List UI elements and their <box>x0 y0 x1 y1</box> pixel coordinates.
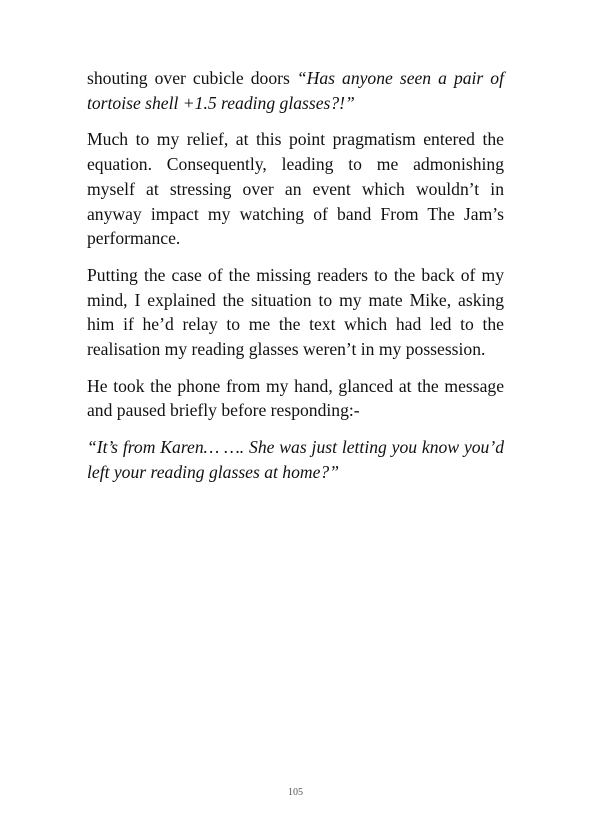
paragraph-missing-readers: Putting the case of the missing readers to the back of my mind, I explained the situation to my mate Mike, asking him if he’d relay to me the text which had led to the realisation my reading glasses weren’t in my possession. <box>87 264 504 360</box>
paragraph-cubicle <box>87 66 504 115</box>
paragraph-phone: He took the phone from my hand, glanced at the message and paused briefly before responding:- <box>87 375 504 421</box>
glasses-quote: “Has anyone seen a pair of tortoise shell +1.5 reading glasses?!” <box>87 68 504 113</box>
page-number: 105 <box>288 787 303 798</box>
paragraph-intro-text: shouting over cubicle doors <box>87 68 297 88</box>
page-body <box>87 66 504 485</box>
karen-quote: “It’s from Karen… …. She was just letting you know you’d left your reading glasses at home?” <box>87 437 504 482</box>
paragraph-pragmatism: Much to my relief, at this point pragmatism entered the equation. Consequently, leading to me admonishing myself at stressing over an event which wouldn’t in anyway impact my watching of band From The Jam’s performance. <box>87 129 504 249</box>
